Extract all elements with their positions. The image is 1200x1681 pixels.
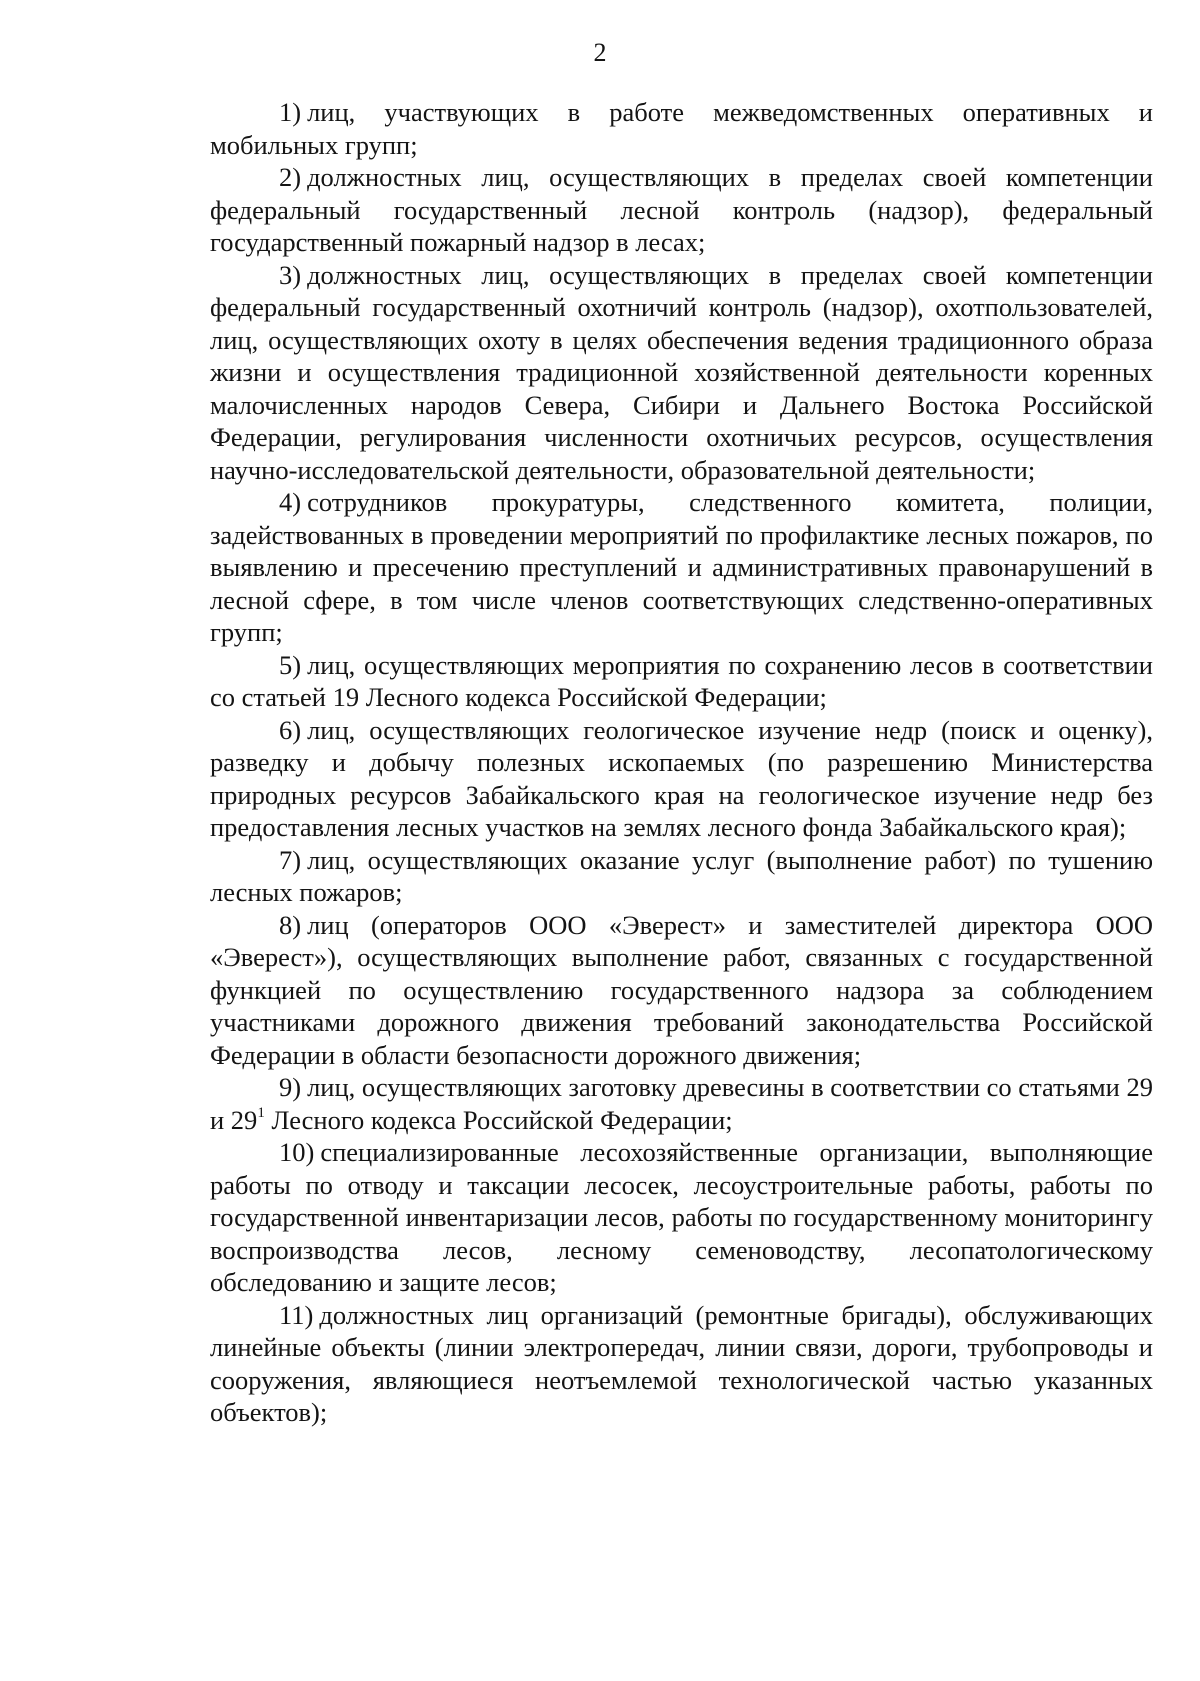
item-number: 2) xyxy=(279,162,302,192)
item-text: сотрудников прокуратуры, следственного комитета, полиции, задействованных в проведении мероприятий по профилактике лесных пожаров, по выявлению и пресечению преступлений и административных правонарушений в лесной сфере, в том числе членов соответствующих следственно-оперативных групп; xyxy=(210,487,1153,647)
list-item-10 xyxy=(210,1136,1153,1299)
list-item-6 xyxy=(210,714,1153,844)
item-number: 11) xyxy=(279,1299,314,1330)
item-text: лиц, осуществляющих геологическое изучение недр (поиск и оценку), разведку и добычу полезных ископаемых (по разрешению Министерства природных ресурсов Забайкальского края на геологическое изучение недр без предоставления лесных участков на землях лесного фонда Забайкальского края); xyxy=(210,714,1153,842)
item-number: 3) xyxy=(279,259,302,290)
superscript: 1 xyxy=(257,1104,265,1121)
item-text: лиц, осуществляющих мероприятия по сохранению лесов в соответствии со статьей 19 Лесного кодекса Российской Федерации; xyxy=(210,649,1153,712)
list-item-1 xyxy=(210,96,1153,161)
item-number: 10) xyxy=(279,1137,315,1167)
document-body xyxy=(210,96,1153,1429)
item-number: 7) xyxy=(279,844,302,875)
list-item-3 xyxy=(210,259,1153,487)
item-number: 6) xyxy=(279,714,302,745)
item-text: должностных лиц, осуществляющих в пределах своей компетенции федеральный государственный охотничий контроль (надзор), охотпользователей, лиц, осуществляющих охоту в целях обеспечения ведения традиционного образа жизни и осуществления традиционной хозяйственной деятельности коренных малочисленных народов Севера, Сибири и Дальнего Востока Российской Федерации, регулирования численности охотничьих ресурсов, осуществления научно-исследовательской деятельности, образовательной деятельности; xyxy=(210,259,1153,485)
page-number: 2 xyxy=(593,38,607,67)
item-number: 8) xyxy=(279,909,302,940)
item-number: 9) xyxy=(279,1072,302,1102)
item-text: должностных лиц организаций (ремонтные бригады), обслуживающих линейные объекты (линии электропередач, линии связи, дороги, трубопроводы и сооружения, являющиеся неотъемлемой технологической частью указанных объектов); xyxy=(210,1299,1153,1427)
list-item-4 xyxy=(210,486,1153,649)
item-text: лиц (операторов ООО «Эверест» и заместителей директора ООО «Эверест»), осуществляющих выполнение работ, связанных с государственной функцией по осуществлению государственного надзора за соблюдением участниками дорожного движения требований законодательства Российской Федерации в области безопасности дорожного движения; xyxy=(210,909,1153,1070)
item-text-before: лиц, осуществляющих заготовку древесины в соответствии со статьями 29 и 29 xyxy=(210,1072,1153,1135)
item-number: 1) xyxy=(279,97,302,127)
list-item-5 xyxy=(210,649,1153,714)
item-text: специализированные лесохозяйственные организации, выполняющие работы по отводу и таксации лесосек, лесоустроительные работы, работы по государственной инвентаризации лесов, работы по государственному мониторингу воспроизводства лесов, лесному семеноводству, лесопатологическому обследованию и защите лесов; xyxy=(210,1137,1153,1297)
item-number: 4) xyxy=(279,487,302,517)
item-text: лиц, осуществляющих оказание услуг (выполнение работ) по тушению лесных пожаров; xyxy=(210,844,1153,907)
item-text: лиц, участвующих в работе межведомственных оперативных и мобильных групп; xyxy=(210,97,1153,160)
list-item-2 xyxy=(210,161,1153,259)
item-number: 5) xyxy=(279,649,302,680)
list-item-8 xyxy=(210,909,1153,1072)
list-item-9 xyxy=(210,1071,1153,1136)
item-text-after: Лесного кодекса Российской Федерации; xyxy=(264,1104,733,1135)
item-text: должностных лиц, осуществляющих в пределах своей компетенции федеральный государственный лесной контроль (надзор), федеральный государственный пожарный надзор в лесах; xyxy=(210,162,1153,257)
list-item-11 xyxy=(210,1299,1153,1429)
list-item-7 xyxy=(210,844,1153,909)
